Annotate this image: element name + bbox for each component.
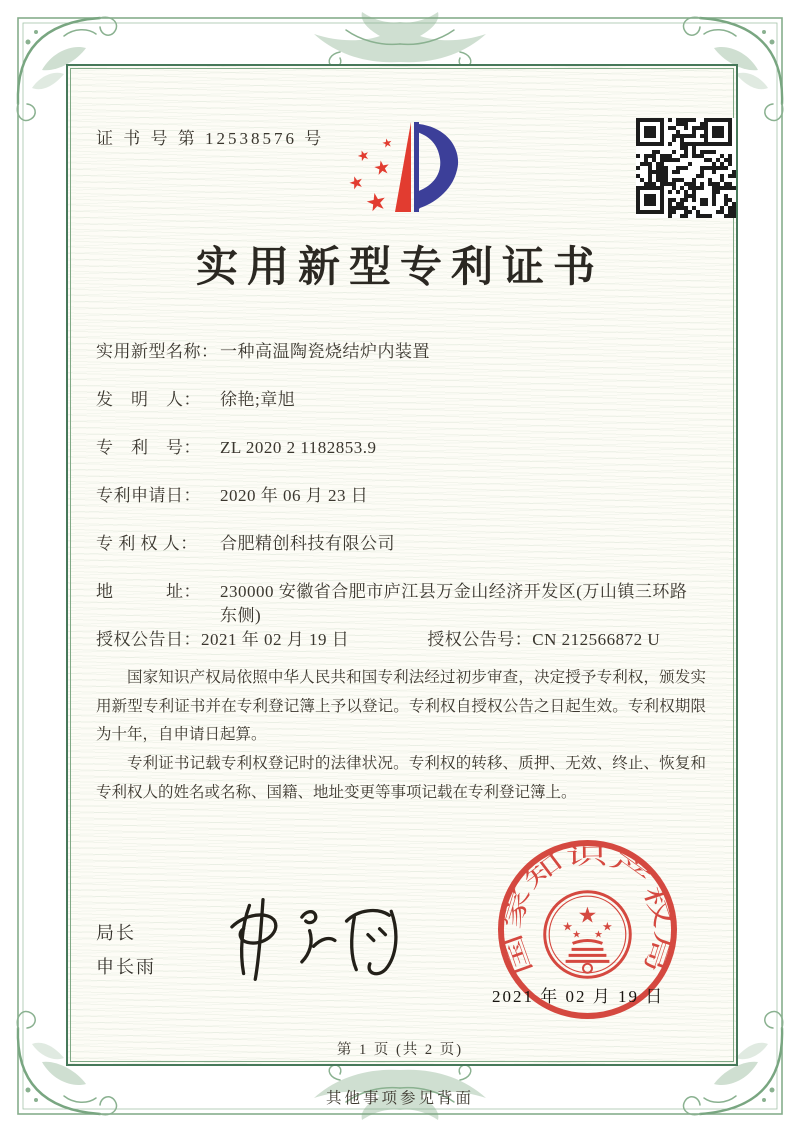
svg-text:★: ★ (354, 146, 373, 166)
certificate-number: 证 书 号 第 12538576 号 (96, 129, 325, 148)
field-row-invention-name (96, 340, 716, 364)
svg-text:★: ★ (577, 903, 598, 929)
grant-date-label: 授权公告日： (96, 630, 201, 649)
legal-paragraphs (96, 664, 706, 807)
field-label: 专利申请日： (96, 486, 201, 505)
grant-date-value: 2021 年 02 月 19 日 (201, 630, 350, 649)
field-label: 专 利 权 人： (96, 534, 198, 553)
field-value: 合肥精创科技有限公司 (220, 534, 395, 553)
signer-title: 局长 (96, 923, 136, 943)
field-value: 徐艳;章旭 (220, 390, 296, 409)
field-row-address (96, 580, 716, 628)
page-number: 第 1 页 (共 2 页) (336, 1042, 464, 1058)
signer-block (96, 916, 156, 984)
seal-text: 国家知识产权局 (499, 843, 676, 978)
field-row-inventor (96, 388, 716, 412)
svg-text:★: ★ (572, 929, 582, 941)
signer-name: 申长雨 (96, 957, 156, 977)
field-row-patentee (96, 532, 716, 556)
legal-paragraph-1: 国家知识产权局依照中华人民共和国专利法经过初步审查，决定授予专利权，颁发实用新型专利证书并在专利登记簿上予以登记。专利权自授权公告之日起生效。专利权期限为十年，自申请日起算。 (96, 669, 706, 744)
grant-number-value: CN 212566872 U (532, 630, 661, 649)
field-value: ZL 2020 2 1182853.9 (220, 438, 377, 457)
svg-text:★: ★ (602, 919, 613, 934)
grant-number-label: 授权公告号： (427, 630, 533, 649)
svg-text:★: ★ (371, 155, 393, 181)
svg-text:★: ★ (562, 919, 573, 934)
legal-paragraph-2: 专利证书记载专利权登记时的法律状况。专利权的转移、质押、无效、终止、恢复和专利权人的姓名或名称、国籍、地址变更等事项记载在专利登记簿上。 (96, 755, 706, 801)
field-row-filing-date (96, 484, 716, 508)
national-emblem-icon (545, 892, 631, 978)
field-value: 一种高温陶瓷烧结炉内装置 (220, 342, 430, 361)
field-row-patent-number (96, 436, 716, 460)
field-value: 2020 年 06 月 23 日 (220, 486, 369, 505)
field-value: 230000 安徽省合肥市庐江县万金山经济开发区(万山镇三环路东侧) (220, 582, 688, 625)
field-label: 实用新型名称： (96, 342, 219, 361)
director-handwritten-signature (212, 888, 417, 990)
svg-text:★: ★ (593, 929, 603, 941)
svg-text:★: ★ (362, 186, 390, 219)
qr-code (636, 118, 736, 218)
field-label: 发 明 人： (96, 390, 201, 409)
cnipa-patent-logo-icon (332, 112, 482, 232)
certificate-title: 实用新型专利证书 (195, 245, 604, 291)
seal-date: 2021 年 02 月 19 日 (492, 987, 665, 1006)
svg-text:★: ★ (346, 171, 367, 196)
back-side-note: 其他事项参见背面 (325, 1090, 474, 1107)
field-label: 地 址： (96, 582, 201, 601)
field-row-grant (96, 628, 716, 652)
field-label: 专 利 号： (96, 438, 201, 457)
svg-text:★: ★ (380, 135, 394, 152)
